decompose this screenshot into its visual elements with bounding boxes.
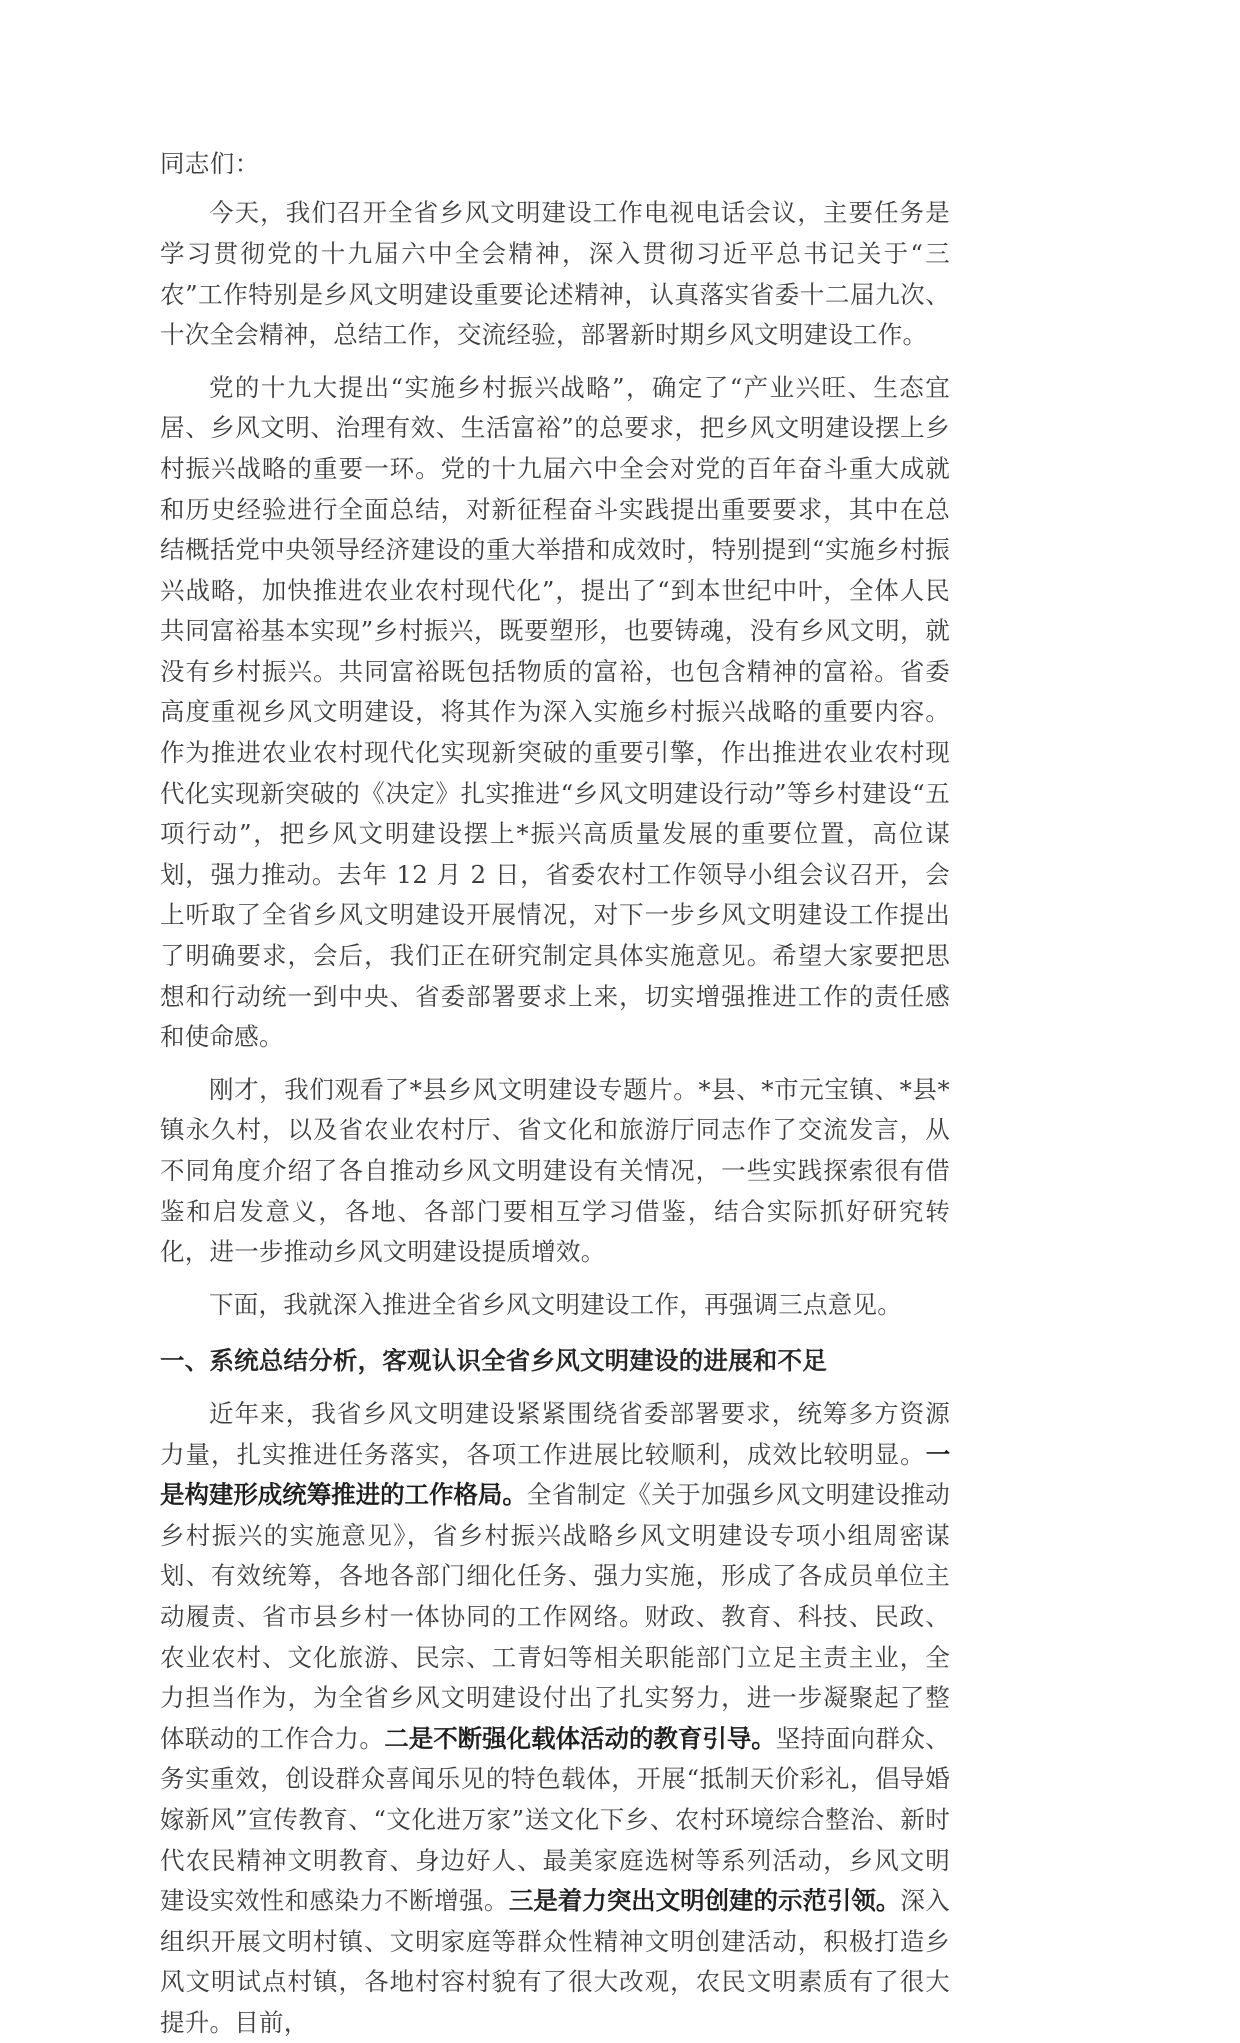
emphasis-run: 一是构建形成统筹推进的工作格局。 <box>160 1439 950 1510</box>
text-run: 近年来，我省乡风文明建设紧紧围绕省委部署要求，统筹多方资源力量，扎实推进任务落实，各项工作进展比较顺利，成效比较明显。 <box>160 1398 950 1469</box>
text-run: 全省制定《关于加强乡风文明建设推动乡村振兴的实施意见》，省乡村振兴战略乡风文明建设专项小组周密谋划、有效统筹，各地各部门细化任务、强力实施，形成了各成员单位主动履责、省市县乡村一体协同的工作网络。财政、教育、科技、民政、农业农村、文化旅游、民宗、工青妇等相关职能部门立足主责主业，全力担当作为，为全省乡风文明建设付出了扎实努力，进一步凝聚起了整体联动的工作合力。 <box>160 1480 950 1753</box>
paragraph-policy-background: 党的十九大提出“实施乡村振兴战略”，确定了“产业兴旺、生态宜居、乡风文明、治理有效、生活富裕”的总要求，把乡风文明建设摆上乡村振兴战略的重要一环。党的十九届六中全会对党的百年奋斗重大成就和历史经验进行全面总结，对新征程奋斗实践提出重要要求，其中在总结概括党中央领导经济建设的重大举措和成效时，特别提到“实施乡村振兴战略，加快推进农业农村现代化”，提出了“到本世纪中叶，全体人民共同富裕基本实现”乡村振兴，既要塑形，也要铸魂，没有乡风文明，就没有乡村振兴。共同富裕既包括物质的富裕，也包含精神的富裕。省委高度重视乡风文明建设，将其作为深入实施乡村振兴战略的重要内容。作为推进农业农村现代化实现新突破的重要引擎，作出推进农业农村现代化实现新突破的《决定》扎实推进“乡风文明建设行动”等乡村建设“五项行动”，把乡风文明建设摆上*振兴高质量发展的重要位置，高位谋划，强力推动。去年 12 月 2 日，省委农村工作领导小组会议召开，会上听取了全省乡风文明建设开展情况，对下一步乡风文明建设工作提出了明确要求，会后，我们正在研究制定具体实施意见。希望大家要把思想和行动统一到中央、省委部署要求上来，切实增强推进工作的责任感和使命感。 <box>160 372 950 1052</box>
document-body <box>160 148 950 2043</box>
paragraph-transition-three-points: 下面，我就深入推进全省乡风文明建设工作，再强调三点意见。 <box>209 1289 902 1319</box>
section-heading-one: 一、系统总结分析，客观认识全省乡风文明建设的进展和不足 <box>160 1346 827 1376</box>
paragraph-opening-remarks: 今天，我们召开全省乡风文明建设工作电视电话会议，主要任务是学习贯彻党的十九届六中全会精神，深入贯彻习近平总书记关于“三农”工作特别是乡风文明建设重要论述精神，认真落实省委十二届九次、十次全会精神，总结工作，交流经验，部署新时期乡风文明建设工作。 <box>160 198 950 350</box>
emphasis-run: 三是着力突出文明创建的示范引领。 <box>508 1886 901 1916</box>
salutation: 同志们： <box>160 149 260 178</box>
text-run: 深入组织开展文明村镇、文明家庭等群众性精神文明创建活动，积极打造乡风文明试点村镇，各地村容村貌有了很大改观，农民文明素质有了很大提升。目前， <box>160 1886 950 2037</box>
paragraph-section-one-content <box>160 1394 950 2043</box>
emphasis-run: 二是不断强化载体活动的教育引导。 <box>384 1723 776 1753</box>
paragraph-presentation-review: 刚才，我们观看了*县乡风文明建设专题片。*县、*市元宝镇、*县*镇永久村，以及省农业农村厅、省文化和旅游厅同志作了交流发言，从不同角度介绍了各自推动乡风文明建设有关情况，一些实践探索很有借鉴和启发意义，各地、各部门要相互学习借鉴，结合实际抓好研究转化，进一步推动乡风文明建设提质增效。 <box>160 1074 950 1267</box>
text-run: 坚持面向群众、务实重效，创设群众喜闻乐见的特色载体，开展“抵制天价彩礼，倡导婚嫁新风”宣传教育、“文化进万家”送文化下乡、农村环境综合整治、新时代农民精神文明教育、身边好人、最美家庭选树等系列活动，乡风文明建设实效性和感染力不断增强。 <box>160 1723 951 1916</box>
